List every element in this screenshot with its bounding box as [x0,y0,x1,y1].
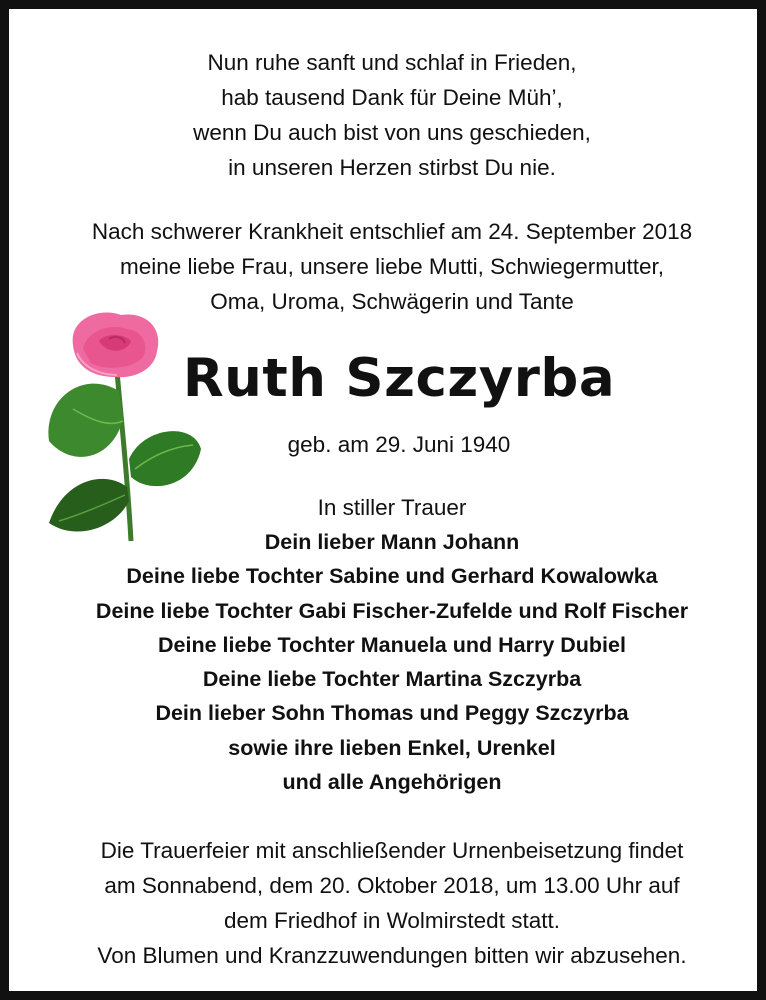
poem-line: Nun ruhe sanft und schlaf in Frieden, [207,50,577,75]
funeral-details [9,833,766,973]
funeral-line: Von Blumen und Kranzzuwendungen bitten wir abzusehen. [97,943,687,968]
funeral-line: dem Friedhof in Wolmirstedt statt. [224,908,560,933]
announcement-line: meine liebe Frau, unsere liebe Mutti, Schwiegermutter, [119,254,664,279]
mourner-line: Deine liebe Tochter Martina Szczyrba [202,667,582,692]
deceased-name: Ruth Szczyrba [182,348,616,409]
death-announcement [9,214,766,319]
funeral-line: Die Trauerfeier mit anschließender Urnenbeisetzung findet [100,838,684,863]
announcement-line: Oma, Uroma, Schwägerin und Tante [210,289,574,314]
mourner-line: Dein lieber Sohn Thomas und Peggy Szczyrba [155,701,629,726]
poem-line: in unseren Herzen stirbst Du nie. [228,155,556,180]
announcement-line: Nach schwerer Krankheit entschlief am 24. September 2018 [91,219,693,244]
funeral-line: am Sonnabend, dem 20. Oktober 2018, um 13.00 Uhr auf [104,873,680,898]
mourning-label: In stiller Trauer [317,495,467,520]
poem-line: hab tausend Dank für Deine Müh’, [221,85,563,110]
mourners-list [9,525,766,799]
mourner-line: sowie ihre lieben Enkel, Urenkel [228,735,556,760]
mourner-line: Deine liebe Tochter Sabine und Gerhard Kowalowka [126,564,658,589]
mourner-line: Deine liebe Tochter Manuela und Harry Dubiel [158,632,626,657]
birth-date: geb. am 29. Juni 1940 [287,432,511,457]
poem [9,45,766,185]
poem-line: wenn Du auch bist von uns geschieden, [193,120,591,145]
mourner-line: und alle Angehörigen [282,770,502,795]
mourner-line: Deine liebe Tochter Gabi Fischer-Zufelde und Rolf Fischer [95,598,689,623]
mourner-line: Dein lieber Mann Johann [264,530,520,554]
